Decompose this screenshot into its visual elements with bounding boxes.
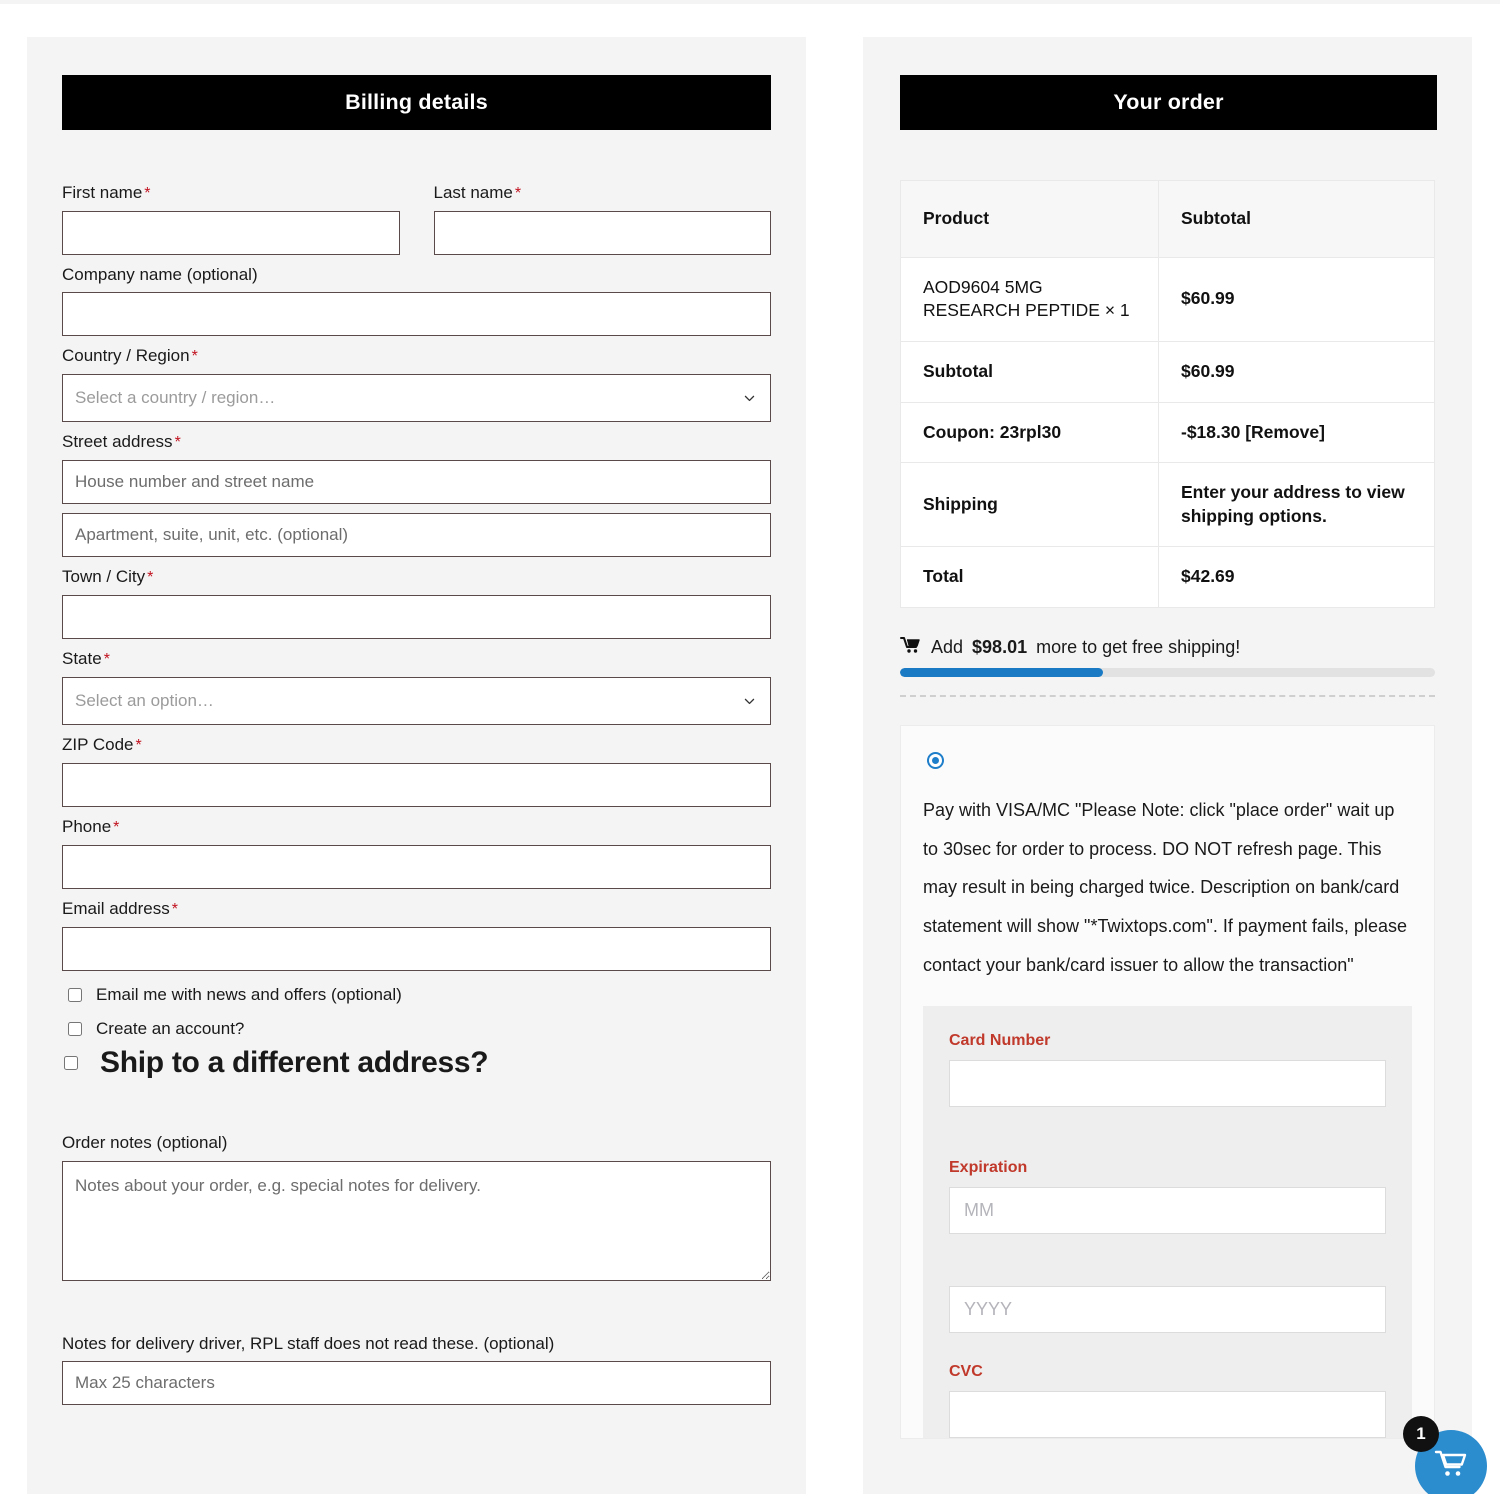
news-offers-label: Email me with news and offers (optional) [96,985,402,1005]
country-field [62,345,771,422]
required-asterisk: * [103,651,110,669]
spacer [949,1107,1386,1159]
coupon-label-cell: Coupon: 23rpl30 [901,402,1159,463]
col-product: Product [901,181,1159,258]
required-asterisk: * [135,737,142,755]
country-select[interactable] [62,374,771,422]
free-shipping-line [900,636,1435,659]
card-details-box [923,1006,1412,1438]
news-offers-checkbox[interactable] [68,988,82,1002]
company-field [62,264,771,336]
order-notes-field [62,1132,771,1280]
total-value-cell: $42.69 [1159,547,1435,608]
required-asterisk: * [191,348,198,366]
country-select-value: Select a country / region… [75,388,276,408]
required-asterisk: * [514,185,522,202]
last-name-field [434,182,772,255]
free-shipping-progress-bar [900,668,1435,677]
email-field [62,898,771,971]
chevron-down-icon [743,695,756,708]
free-shipping-notice [900,636,1435,677]
shipping-label-cell: Shipping [901,463,1159,547]
required-asterisk: * [113,819,120,837]
free-shipping-suffix: more to get free shipping! [1036,637,1241,657]
first-name-field [62,182,400,255]
col-subtotal: Subtotal [1159,181,1435,258]
payment-method-description: Pay with VISA/MC "Please Note: click "place order" wait up to 30sec for order to process. DO NOT refresh page. This may result in being charged twice. Description on bank/card statement will show "*Twixtops.com". If payment fails, please contact your bank/card issuer to allow the transaction" [923,800,1407,975]
order-notes-label: Order notes (optional) [62,1133,228,1153]
order-notes-textarea[interactable] [62,1161,771,1281]
card-number-input[interactable] [949,1060,1386,1107]
phone-field [62,816,771,889]
table-header-row [901,181,1435,258]
table-row [901,402,1435,463]
ship-different-checkbox[interactable] [64,1056,78,1070]
state-field [62,648,771,725]
driver-notes-field [62,1333,771,1405]
shipping-value-cell: Enter your address to view shipping options. [1159,463,1435,547]
chevron-down-icon [743,392,756,405]
billing-heading: Billing details [62,75,771,130]
expiration-label: Expiration [949,1159,1028,1177]
company-label: Company name (optional) [62,265,258,284]
street-address-field [62,431,771,557]
street-address-label: Street address * [62,432,181,452]
street-line1-input[interactable] [62,460,771,504]
city-input[interactable] [62,595,771,639]
table-row [901,547,1435,608]
order-panel [863,37,1472,1494]
phone-label: Phone * [62,817,120,837]
product-subtotal-cell: $60.99 [1159,257,1435,341]
required-asterisk: * [147,569,154,587]
floating-cart-button[interactable] [1415,1424,1487,1494]
city-label: Town / City * [62,567,154,587]
free-shipping-progress-fill [900,668,1103,677]
expiration-month-input[interactable] [949,1187,1386,1234]
total-label-cell: Total [901,547,1159,608]
table-row [901,257,1435,341]
cvc-input[interactable] [949,1391,1386,1438]
section-divider [900,695,1435,697]
order-table-head [901,181,1435,258]
driver-notes-label: Notes for delivery driver, RPL staff does not read these. (optional) [62,1333,555,1353]
required-asterisk: * [174,434,181,452]
ship-different-label: Ship to a different address? [100,1046,489,1080]
zip-input[interactable] [62,763,771,807]
required-asterisk: * [171,901,178,919]
zip-label: ZIP Code * [62,735,142,755]
email-input[interactable] [62,927,771,971]
free-shipping-prefix: Add [931,637,964,657]
country-label: Country / Region * [62,346,198,366]
cvc-label: CVC [949,1363,983,1381]
cart-count-badge: 1 [1403,1416,1439,1452]
last-name-label: Last name * [433,183,522,202]
street-line2-input[interactable] [62,513,771,557]
state-select-value: Select an option… [75,691,214,711]
order-table-body [901,257,1435,607]
subtotal-value-cell: $60.99 [1159,341,1435,402]
expiration-year-input[interactable] [949,1286,1386,1333]
product-name-cell: AOD9604 5MG RESEARCH PEPTIDE × 1 [901,257,1159,341]
state-label: State * [62,649,110,669]
required-asterisk: * [144,185,151,202]
billing-panel [27,37,806,1494]
table-row [901,341,1435,402]
state-select[interactable] [62,677,771,725]
create-account-checkbox[interactable] [68,1022,82,1036]
spacer [949,1234,1386,1286]
spacer [949,1333,1386,1363]
payment-method-radio[interactable] [927,752,944,769]
card-number-label: Card Number [949,1032,1051,1050]
name-row [62,182,771,264]
table-row [901,463,1435,547]
subtotal-label-cell: Subtotal [901,341,1159,402]
order-summary-table [900,180,1435,608]
first-name-input[interactable] [62,211,400,255]
zip-field [62,734,771,807]
news-offers-row[interactable] [62,985,771,1005]
city-field [62,566,771,639]
coupon-value-cell[interactable]: -$18.30 [Remove] [1159,402,1435,463]
payment-method-box [900,725,1435,1439]
create-account-label: Create an account? [96,1019,245,1039]
shopping-cart-icon [1434,1449,1468,1484]
last-name-input[interactable] [434,211,772,255]
first-name-label: First name * [62,183,151,202]
driver-notes-input[interactable] [62,1361,771,1405]
email-label: Email address * [62,899,178,919]
phone-input[interactable] [62,845,771,889]
order-heading: Your order [900,75,1437,130]
top-strip [0,0,1500,4]
billing-form [27,182,806,1405]
free-shipping-amount: $98.01 [972,637,1028,657]
company-input[interactable] [62,292,771,336]
ship-different-row[interactable] [62,1046,771,1080]
create-account-row[interactable] [62,1019,771,1039]
cart-icon [900,636,922,659]
